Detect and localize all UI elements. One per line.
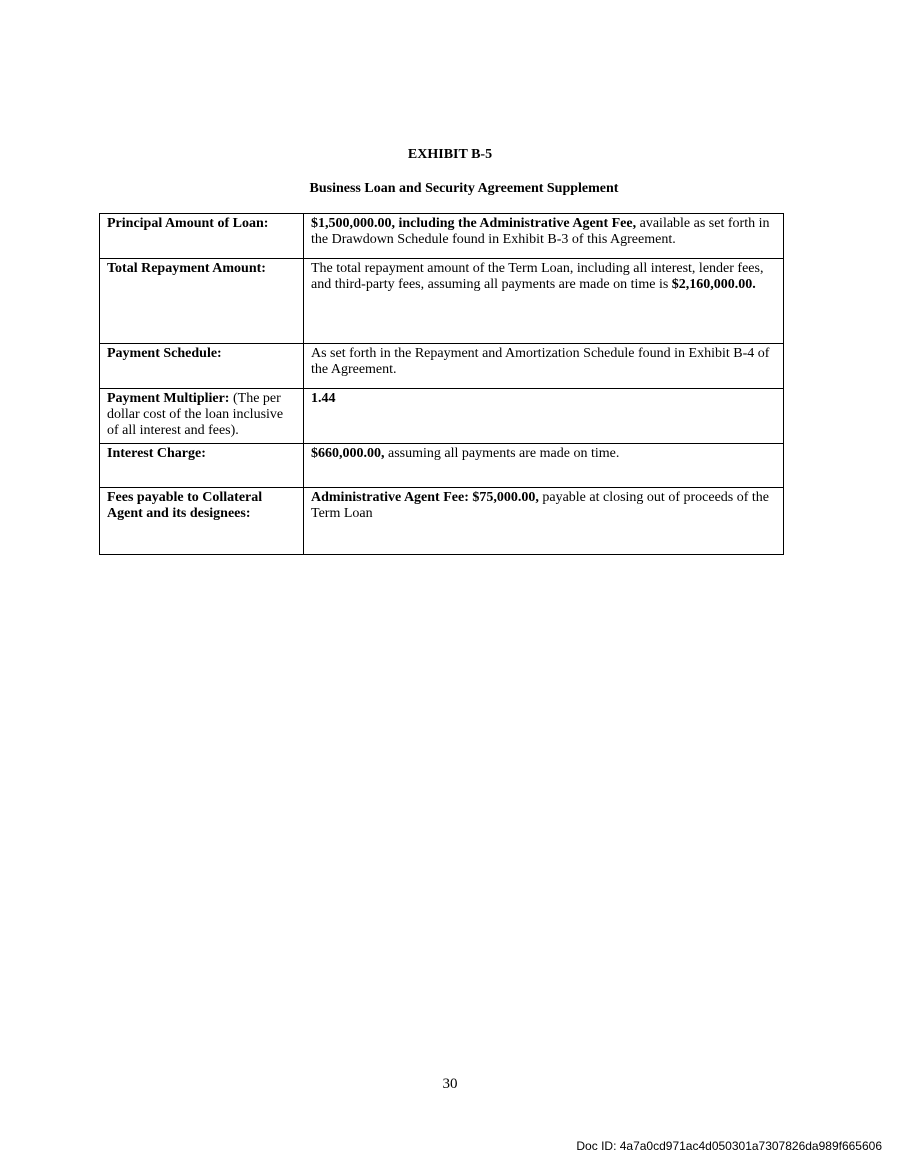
table-row-fees-payable <box>100 488 784 555</box>
row-label <box>100 214 304 259</box>
row-value <box>304 344 784 389</box>
row-label <box>100 389 304 444</box>
label-bold-text: Interest Charge: <box>107 446 206 461</box>
row-label <box>100 488 304 555</box>
row-value <box>304 389 784 444</box>
label-bold-text: Payment Schedule: <box>107 346 222 361</box>
table-row-payment-multiplier <box>100 389 784 444</box>
label-bold-text: Principal Amount of Loan: <box>107 216 269 231</box>
table-row-interest-charge <box>100 444 784 488</box>
table-row-total-repayment <box>100 259 784 344</box>
value-bold-text: Administrative Agent Fee: $75,000.00, <box>311 490 539 505</box>
value-bold-text: 1.44 <box>311 391 336 406</box>
label-bold-text: Total Repayment Amount: <box>107 261 266 276</box>
row-value <box>304 444 784 488</box>
table-row-payment-schedule <box>100 344 784 389</box>
row-value <box>304 488 784 555</box>
value-text: The total repayment amount of the Term Loan, including all interest, lender fees, and third-party fees, assuming all payments are made on time is <box>311 261 764 292</box>
exhibit-subtitle: Business Loan and Security Agreement Supplement <box>309 181 619 196</box>
value-text: As set forth in the Repayment and Amortization Schedule found in Exhibit B-4 of the Agreement. <box>311 346 770 377</box>
value-text: payable at closing out of proceeds of the Term Loan <box>311 490 770 521</box>
table-row-principal-amount <box>100 214 784 259</box>
loan-terms-table <box>99 213 784 555</box>
value-bold-text: $660,000.00, <box>311 446 385 461</box>
value-text: assuming all payments are made on time. <box>384 446 620 461</box>
value-tail-text: $2,160,000.00. <box>671 277 756 292</box>
label-text: (The per dollar cost of the loan inclusive of all interest and fees). <box>107 391 284 438</box>
row-label <box>100 344 304 389</box>
exhibit-title: EXHIBIT B-5 <box>407 147 493 162</box>
label-bold-text: Fees payable to Collateral Agent and its designees: <box>107 490 263 521</box>
value-bold-text: $1,500,000.00, including the Administrative Agent Fee, <box>311 216 637 231</box>
value-text: available as set forth in the Drawdown Schedule found in Exhibit B-3 of this Agreement. <box>311 216 770 247</box>
page-number: 30 <box>442 1076 458 1092</box>
row-value <box>304 214 784 259</box>
row-value <box>304 259 784 344</box>
label-bold-text: Payment Multiplier: <box>107 391 230 406</box>
row-label <box>100 259 304 344</box>
doc-id: Doc ID: 4a7a0cd971ac4d050301a7307826da989f665606 <box>576 1139 882 1153</box>
row-label <box>100 444 304 488</box>
